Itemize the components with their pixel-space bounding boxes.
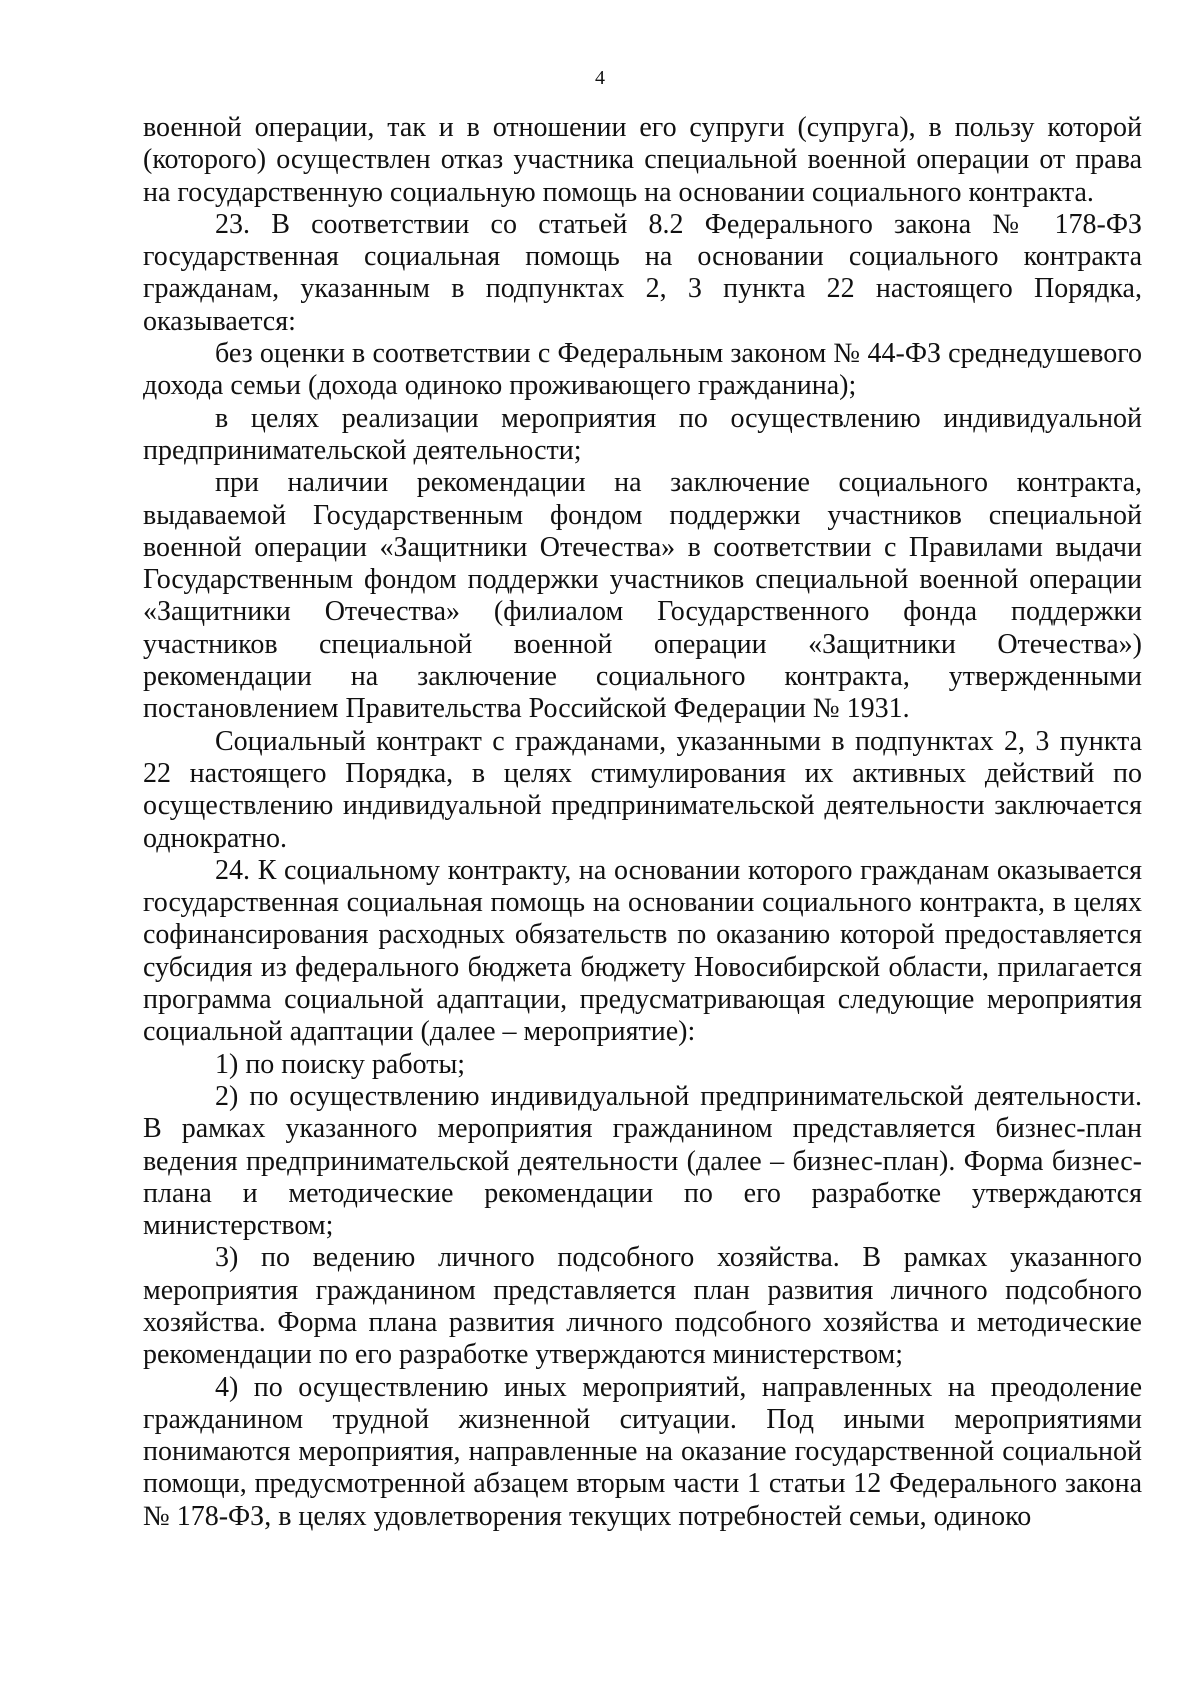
- list-item-other-measures: 4) по осуществлению иных мероприятий, направленных на преодоление гражданином трудной жизненной ситуации. Под иными мероприятиями понимаются мероприятия, направленные на оказание государственной социальной помощи, предусмотренной абзацем вторым части 1 статьи 12 Федерального закона № 178-ФЗ, в целях удовлетворения текущих потребностей семьи, одиноко: [143, 1371, 1142, 1532]
- paragraph-condition-business: в целях реализации мероприятия по осуществлению индивидуальной предпринимательской деятельности;: [143, 402, 1142, 466]
- document-body: [143, 112, 1142, 1533]
- paragraph-item-23: 23. В соответствии со статьей 8.2 Федерального закона № 178-ФЗ государственная социальная помощь на основании социального контракта гражданам, указанным в подпунктах 2, 3 пункта 22 настоящего Порядка, оказывается:: [143, 208, 1142, 337]
- paragraph-condition-recommendation: при наличии рекомендации на заключение социального контракта, выдаваемой Государственным фондом поддержки участников специальной военной операции «Защитники Отечества» в соответствии с Правилами выдачи Государственным фондом поддержки участников специальной военной операции «Защитники Отечества» (филиалом Государственного фонда поддержки участников специальной военной операции «Защитники Отечества») рекомендации на заключение социального контракта, утвержденными постановлением Правительства Российской Федерации № 1931.: [143, 467, 1142, 725]
- list-item-entrepreneurship: 2) по осуществлению индивидуальной предпринимательской деятельности. В рамках указанного мероприятия гражданином представляется бизнес-план ведения предпринимательской деятельности (далее – бизнес-план). Форма бизнес-плана и методические рекомендации по его разработке утверждаются министерством;: [143, 1080, 1142, 1242]
- paragraph-condition-income: без оценки в соответствии с Федеральным законом № 44-ФЗ среднедушевого дохода семьи (дохода одиноко проживающего гражданина);: [143, 338, 1142, 402]
- paragraph-item-24: 24. К социальному контракту, на основании которого гражданам оказывается государственная социальная помощь на основании социального контракта, в целях софинансирования расходных обязательств по оказанию которой предоставляется субсидия из федерального бюджета бюджету Новосибирской области, прилагается программа социальной адаптации, предусматривающая следующие мероприятия социальной адаптации (далее – мероприятие):: [143, 854, 1142, 1048]
- list-item-job-search: 1) по поиску работы;: [215, 1048, 466, 1080]
- paragraph-continuation: военной операции, так и в отношении его супруги (супруга), в пользу которой (которого) осуществлен отказ участника специальной военной операции от права на государственную социальную помощь на основании социального контракта.: [143, 112, 1142, 208]
- page-number: 4: [595, 67, 605, 89]
- list-item-household-farming: 3) по ведению личного подсобного хозяйства. В рамках указанного мероприятия гражданином представляется план развития личного подсобного хозяйства. Форма плана развития личного подсобного хозяйства и методические рекомендации по его разработке утверждаются министерством;: [143, 1242, 1142, 1371]
- paragraph-contract-once: Социальный контракт с гражданами, указанными в подпунктах 2, 3 пункта 22 настоящего Порядка, в целях стимулирования их активных действий по осуществлению индивидуальной предпринимательской деятельности заключается однократно.: [143, 725, 1142, 854]
